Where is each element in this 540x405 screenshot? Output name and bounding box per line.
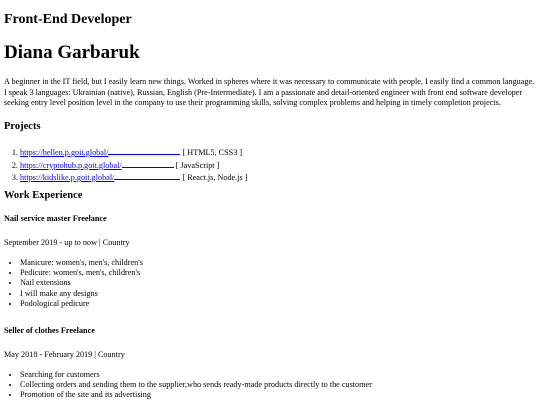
candidate-name: Diana Garbaruk xyxy=(4,42,140,63)
job-duties-list xyxy=(4,258,143,309)
link-underline xyxy=(122,159,174,168)
project-link-kidslike[interactable]: https://kidslike.p.goit.global/ xyxy=(20,173,115,182)
job-role-heading: Front-End Developer xyxy=(4,12,132,27)
list-item: • Promotion of the site and its advertising xyxy=(20,390,372,400)
job-period: September 2019 - up to now | Country xyxy=(4,238,130,247)
project-tech: [ JavaScript ] xyxy=(175,160,220,170)
project-tech: [ React.js, Node.js ] xyxy=(182,173,248,182)
project-link-cryptohub[interactable]: https://cryptohub.p.goit.global/ xyxy=(20,160,122,170)
projects-heading: Projects xyxy=(4,121,41,132)
list-item: • Manicure: women's, men's, children's xyxy=(20,258,143,268)
project-link-hellen[interactable]: https://hellen.p.goit.global/ xyxy=(20,148,109,157)
about-paragraph: A beginner in the IT field, but I easily learn new things. Worked in spheres where it was necessary to communicate with people, I easily find a common language. I speak 3 languages: Ukrainian (native), Russian, English (Pre-Intermediate). I am a passionate and detail-oriented engineer with front end software developer seeking entry level position level in the company to use their programming skills, solving complex problems and helping in timely completion projects. xyxy=(4,77,535,107)
project-item xyxy=(20,146,247,159)
list-item: • Searching for customers xyxy=(20,370,372,380)
link-underline xyxy=(114,171,180,180)
projects-list xyxy=(4,146,247,184)
project-tech: [ HTML5, CSS3 ] xyxy=(182,148,243,157)
job-title: Nail service master Freelance xyxy=(4,214,107,223)
link-underline xyxy=(108,146,180,155)
project-item xyxy=(20,159,247,172)
list-item: • Collecting orders and sending them to the supplier,who sends ready-made products directly to the customer xyxy=(20,380,372,390)
project-item xyxy=(20,171,247,184)
list-item: • Nail extensions xyxy=(20,278,143,288)
job-title: Seller of clothes Freelance xyxy=(4,326,95,335)
job-duties-list xyxy=(4,370,372,401)
job-period: May 2018 - February 2019 | Country xyxy=(4,350,125,359)
list-item: • Podological pedicure xyxy=(20,299,143,309)
list-item: • Pedicure: women's, men's, children's xyxy=(20,268,143,278)
list-item: • I will make any designs xyxy=(20,289,143,299)
work-experience-heading: Work Experience xyxy=(4,190,83,201)
